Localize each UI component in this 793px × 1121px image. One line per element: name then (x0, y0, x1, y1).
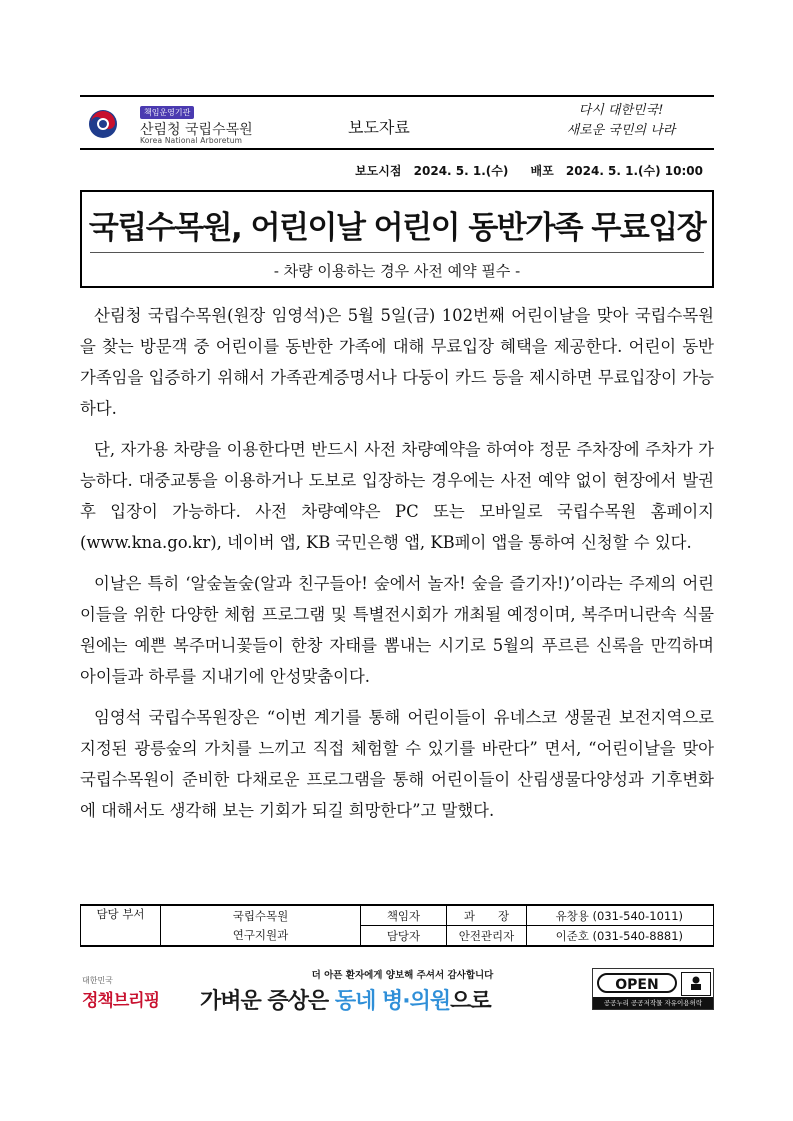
taegeuk-icon (88, 109, 118, 139)
slogan-line-2: 새로운 국민의 나라 (566, 123, 676, 138)
open-license-strip: 공공누리 공공저작물 자유이용허락 (593, 997, 713, 1009)
responsible-person: 유창용 (031-540-1011) (527, 905, 714, 926)
subtitle: - 차량 이용하는 경우 사전 예약 필수 - (273, 262, 521, 280)
staff-person: 이준호 (031-540-8881) (527, 926, 714, 947)
responsible-label: 책임자 (361, 905, 447, 926)
briefing-title: 정책브리핑 (82, 991, 160, 1011)
document-type: 보도자료 (348, 118, 410, 137)
open-label: OPEN (597, 973, 677, 993)
responsible-title: 과 장 (447, 905, 527, 926)
staff-title: 안전관리자 (447, 926, 527, 947)
paragraph: 산림청 국립수목원(원장 임영석)은 5월 5일(금) 102번째 어린이날을 맞아 국립수목원을 찾는 방문객 중 어린이를 동반한 가족에 대해 무료입장 혜택을 제공한다. 어린이 동반가족임을 입증하기 위해서 가족관계증명서나 다둥이 카드 등을 제시하면 무료입장이 가능하다. (80, 306, 714, 418)
banner-text-c: 으로 (450, 989, 491, 1014)
release-time-label: 보도시점 (355, 164, 402, 178)
press-header (80, 95, 714, 150)
org-name-english: Korea National Arboretum (140, 136, 243, 145)
paragraph: 이날은 특히 ‘알숲놀숲(알과 친구들아! 숲에서 놀자! 숲을 즐기자!)’이라는 주제의 어린이들을 위한 다양한 체험 프로그램 및 특별전시회가 개최될 예정이며, 복주머니란속 식물원에는 예쁜 복주머니꽃들이 한창 자태를 뽐내는 시기로 5월의 푸르른 신록을 만끽하며 아이들과 하루를 지내기에 안성맞춤이다. (80, 574, 714, 686)
policy-briefing-logo (82, 975, 162, 1011)
table-row (81, 905, 714, 926)
slogan (536, 101, 706, 141)
banner-text-a: 가벼운 증상은 (200, 989, 335, 1014)
dept-label: 담당 부서 (81, 905, 161, 946)
briefing-small-text: 대한민국 (82, 976, 113, 985)
org-logo (88, 105, 288, 145)
distribution-label: 배포 (530, 164, 554, 178)
banner-top-text: 더 아픈 환자에게 양보해 주셔서 감사합니다 (311, 970, 494, 981)
title-box (80, 190, 714, 288)
article-body (80, 300, 714, 836)
dept-line-1: 국립수목원 (232, 908, 289, 923)
banner-main-text (200, 984, 575, 1015)
paragraph: 단, 자가용 차량을 이용한다면 반드시 사전 차량예약을 하여야 정문 주차장에 주차가 가능하다. 대중교통을 이용하거나 도보로 입장하는 경우에는 사전 예약 없이 현장에서 발권 후 입장이 가능하다. 사전 차량예약은 PC 또는 모바일로 국립수목원 홈페이지(www.kna.go.kr), 네이버 앱, KB 국민은행 앱, KB페이 앱을 통하여 신청할 수 있다. (80, 440, 714, 552)
paragraph: 임영석 국립수목원장은 “이번 계기를 통해 어린이들이 유네스코 생물권 보전지역으로 지정된 광릉숲의 가치를 느끼고 직접 체험할 수 있기를 바란다” 면서, “어린이날을 맞아 국립수목원이 준비한 다채로운 프로그램을 통해 어린이들이 산림생물다양성과 기후변화에 대해서도 생각해 보는 기회가 되길 희망한다”고 말했다. (80, 708, 714, 820)
open-license-mark (592, 968, 714, 1010)
agency-badge: 책임운영기관 (140, 106, 194, 119)
distribution-value: 2024. 5. 1.(수) 10:00 (565, 164, 703, 178)
contact-table (80, 904, 714, 947)
title-divider (90, 252, 704, 253)
staff-label: 담당자 (361, 926, 447, 947)
slogan-line-1: 다시 대한민국! (578, 103, 664, 118)
dept-name (161, 905, 361, 946)
campaign-banner (200, 967, 575, 1012)
attribution-icon (681, 972, 711, 996)
release-time-value: 2024. 5. 1.(수) (413, 164, 509, 178)
org-name: 산림청 국립수목원 (140, 122, 253, 138)
page-title: 국립수목원, 어린이날 어린이 동반가족 무료입장 (88, 210, 706, 246)
dept-line-2: 연구지원과 (232, 927, 289, 942)
banner-text-highlight: 동네 병·의원 (334, 989, 451, 1014)
person-icon (682, 973, 710, 995)
release-info (347, 162, 703, 179)
